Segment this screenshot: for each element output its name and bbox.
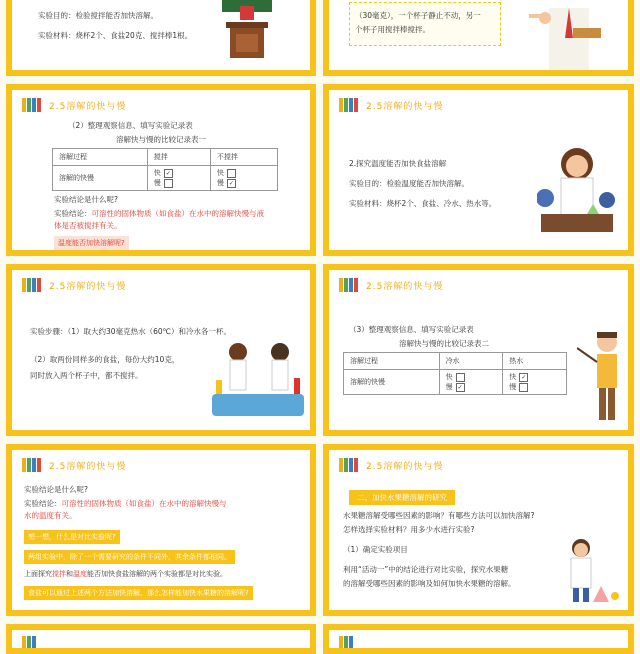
checkbox[interactable] (164, 179, 173, 188)
highlight-think: 想一想，什么是对比实验呢? (24, 530, 120, 544)
row-label: 溶解的快慢 (53, 166, 148, 191)
summary-line (24, 568, 227, 580)
teacher-with-pointer-illustration (577, 328, 629, 428)
summary-mid: 和 (66, 570, 73, 578)
cold-cell (439, 370, 503, 395)
slide-title: 2.5溶解的快与慢 (366, 281, 444, 292)
conclusion-text-2: 水的温度有关。 (24, 511, 77, 520)
conclusion-text (24, 498, 227, 510)
item-line: （1）确定实验项目 (343, 545, 408, 554)
conclusion-red: 可溶性的固体物质（如食盐）在水中的溶解快慢与 (61, 499, 227, 508)
conclusion-prefix: 实验结论： (54, 209, 92, 218)
slide-header (22, 98, 126, 112)
slide-header (339, 278, 443, 292)
books-icon (339, 98, 358, 112)
question-text: 实验结论是什么呢? (54, 195, 118, 204)
slide-2[interactable] (323, 0, 634, 76)
scientist-with-flask-illustration (557, 536, 621, 606)
temperature-word: 温度 (73, 570, 87, 578)
highlight-question: 温度能否加快溶解呢? (54, 236, 129, 250)
desc-line-2: 的溶解受哪些因素的影响及如何加快水果糖的溶解。 (343, 579, 516, 588)
slide-1[interactable] (6, 0, 316, 76)
books-icon (22, 98, 41, 112)
fast-label: 快 (509, 373, 517, 381)
checkbox[interactable]: ✓ (165, 169, 171, 177)
slide-8[interactable] (323, 444, 634, 616)
slide-header (339, 98, 443, 112)
conclusion-red: 可溶性的固体物质（如食盐）在水中的溶解快慢与液 (91, 209, 264, 218)
slow-label: 慢 (153, 179, 161, 187)
nostir-cell (210, 166, 277, 191)
stir-cell (147, 166, 210, 191)
slide-header (22, 278, 126, 292)
topic-line: 2.探究温度能否加快食盐溶解 (349, 159, 447, 168)
slide-title: 2.5溶解的快与慢 (49, 101, 127, 112)
desc-line-1: 利用“活动一”中的结论进行对比实验，探究水果糖 (343, 565, 509, 574)
hot-cell (503, 370, 567, 395)
checkbox[interactable]: ✓ (521, 373, 527, 381)
question-line-2: 怎样选择实验材料？用多少水进行实验? (343, 525, 475, 534)
slide-6[interactable] (323, 264, 634, 436)
books-icon (22, 636, 36, 650)
slide-title: 2.5溶解的快与慢 (49, 281, 127, 292)
fast-label: 快 (445, 373, 453, 381)
materials-text: 实验材料：烧杯2个、食盐20克、搅拌棒1根。 (38, 31, 193, 40)
table-header-cell: 溶解过程 (344, 353, 440, 370)
note-line-2: 个杯子用搅拌棒搅拌。 (355, 25, 430, 34)
materials-line: 实验材料：烧杯2个、食盐、冷水、热水等。 (349, 199, 497, 208)
books-icon (339, 458, 358, 472)
slow-label: 慢 (445, 383, 453, 391)
slide-3[interactable] (6, 84, 316, 256)
books-icon (22, 458, 41, 472)
checkbox[interactable]: ✓ (228, 179, 234, 187)
row-label: 溶解的快慢 (344, 370, 440, 395)
conclusion-text-2: 体是否被搅拌有关。 (54, 221, 122, 230)
table-header-cell: 不搅拌 (210, 149, 277, 166)
slide-10[interactable] (323, 624, 634, 654)
table-title: 溶解快与慢的比较记录表一 (116, 135, 206, 144)
two-scientists-lab-illustration (208, 340, 308, 424)
highlight-next-question: 食盐可以通过上述两个方法加快溶解，那么怎样能加快水果糖的溶解呢? (24, 586, 253, 600)
question-line-1: 水果糖溶解受哪些因素的影响？有哪些方法可以加快溶解? (343, 511, 535, 520)
slide-title: 2.5溶解的快与慢 (366, 461, 444, 472)
slide-title: 2.5溶解的快与慢 (366, 101, 444, 112)
table-header-cell: 冷水 (439, 353, 503, 370)
summary-post: 能否加快食盐溶解的两个实验都是对比实验。 (87, 570, 227, 578)
step-text: （2）整理观察信息、填写实验记录表 (68, 121, 193, 130)
step-text: （3）整理观察信息、填写实验记录表 (349, 325, 474, 334)
conclusion-prefix: 实验结论： (24, 499, 62, 508)
checkbox[interactable] (456, 373, 465, 382)
slow-label: 慢 (509, 383, 517, 391)
table-header-cell: 溶解过程 (53, 149, 148, 166)
note-line-1: （30毫克），一个杯子静止不动，另一 (355, 11, 481, 20)
checkbox[interactable]: ✓ (457, 383, 463, 391)
teacher-at-lectern-illustration (212, 0, 282, 62)
step-line-2: （2）取两份同样多的食盐，每份大约10克， (30, 355, 180, 364)
slide-title: 2.5溶解的快与慢 (49, 461, 127, 472)
step-line-1: 实验步骤：（1）取大约30毫克热水（60℃）和冷水各一杯。 (30, 327, 232, 336)
books-icon (22, 278, 41, 292)
conclusion-text (54, 208, 264, 220)
highlight-definition: 两组实验中，除了一个需要研究的条件不同外，其余条件都相同。 (24, 550, 235, 564)
stir-word: 搅拌 (52, 570, 66, 578)
teacher-holding-book-illustration (529, 0, 609, 74)
question-text: 实验结论是什么呢? (24, 485, 88, 494)
record-table-1 (52, 148, 278, 191)
slide-4[interactable] (323, 84, 634, 256)
books-icon (339, 278, 358, 292)
scientist-girl-illustration (537, 144, 617, 236)
slide-5[interactable] (6, 264, 316, 436)
fast-label: 快 (153, 169, 161, 177)
table-title: 溶解快与慢的比较记录表二 (399, 339, 489, 348)
step-line-3: 同时放入两个杯子中，都不搅拌。 (30, 371, 143, 380)
record-table-2 (343, 352, 567, 395)
purpose-line: 实验目的：检验温度能否加快溶解。 (349, 179, 469, 188)
fast-label: 快 (216, 169, 224, 177)
table-header-cell: 搅拌 (147, 149, 210, 166)
slide-header (339, 458, 443, 472)
checkbox[interactable] (227, 169, 236, 178)
slide-9[interactable] (6, 624, 316, 654)
slide-7[interactable] (6, 444, 316, 616)
purpose-text: 实验目的：检验搅拌能否加快溶解。 (38, 11, 158, 20)
summary-pre: 上面探究 (24, 570, 52, 578)
table-header-cell: 热水 (503, 353, 567, 370)
section-bar: 二、加快水果糖溶解的研究 (349, 490, 455, 505)
checkbox[interactable] (519, 383, 528, 392)
slow-label: 慢 (216, 179, 224, 187)
books-icon (339, 636, 353, 650)
slide-header (22, 458, 126, 472)
